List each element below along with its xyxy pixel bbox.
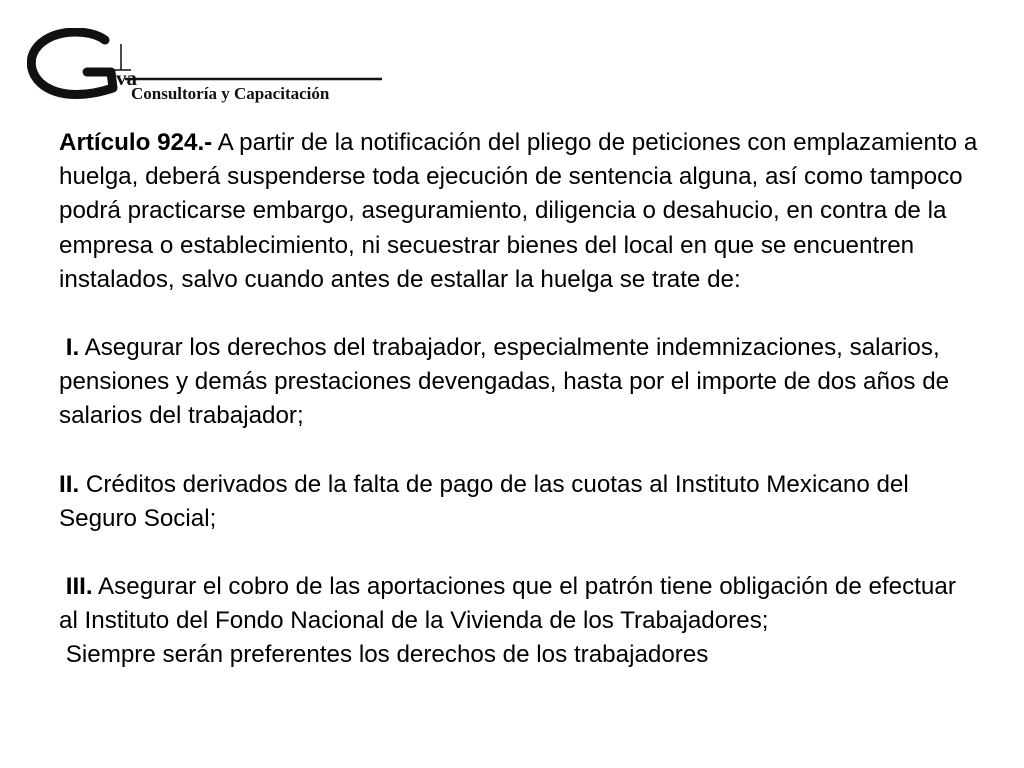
- article-intro: [59, 126, 979, 297]
- intro-text: A partir de la notificación del pliego de peticiones con emplazamiento a huelga, deberá suspenderse toda ejecución de sentencia alguna, así como tampoco podrá practicarse embargo, aseguramiento, diligencia o desahucio, en contra de la empresa o establecimiento, ni secuestrar bienes del local en que se encuentren instalados, salvo cuando antes de estallar la huelga se trate de:: [59, 129, 978, 293]
- closing-text: Siempre serán preferentes los derechos de los trabajadores: [65, 641, 709, 669]
- numeral-i: I.: [65, 334, 80, 362]
- article-heading: Artículo 924.-: [59, 129, 213, 156]
- numeral-ii: II.: [59, 470, 80, 498]
- item-i-text: Asegurar los derechos del trabajador, especialmente indemnizaciones, salarios, pensiones y demás prestaciones devengadas, hasta por el importe de dos años de salarios del trabajador;: [59, 334, 950, 430]
- item-iii-text: Asegurar el cobro de las aportaciones que el patrón tiene obligación de efectuar al Instituto del Fondo Nacional de la Vivienda de los Trabajadores;: [59, 573, 956, 635]
- item-i: [59, 331, 979, 434]
- logo-tagline: Consultoría y Capacitación: [131, 84, 330, 103]
- numeral-iii: III.: [65, 573, 93, 601]
- closing-line: [59, 638, 979, 672]
- logo-letters: va: [116, 66, 137, 90]
- company-logo: [27, 28, 387, 108]
- item-ii-text: Créditos derivados de la falta de pago de las cuotas al Instituto Mexicano del Seguro Social;: [59, 470, 909, 532]
- article-body: [59, 126, 979, 673]
- item-iii: [59, 570, 979, 638]
- item-ii: [59, 468, 979, 536]
